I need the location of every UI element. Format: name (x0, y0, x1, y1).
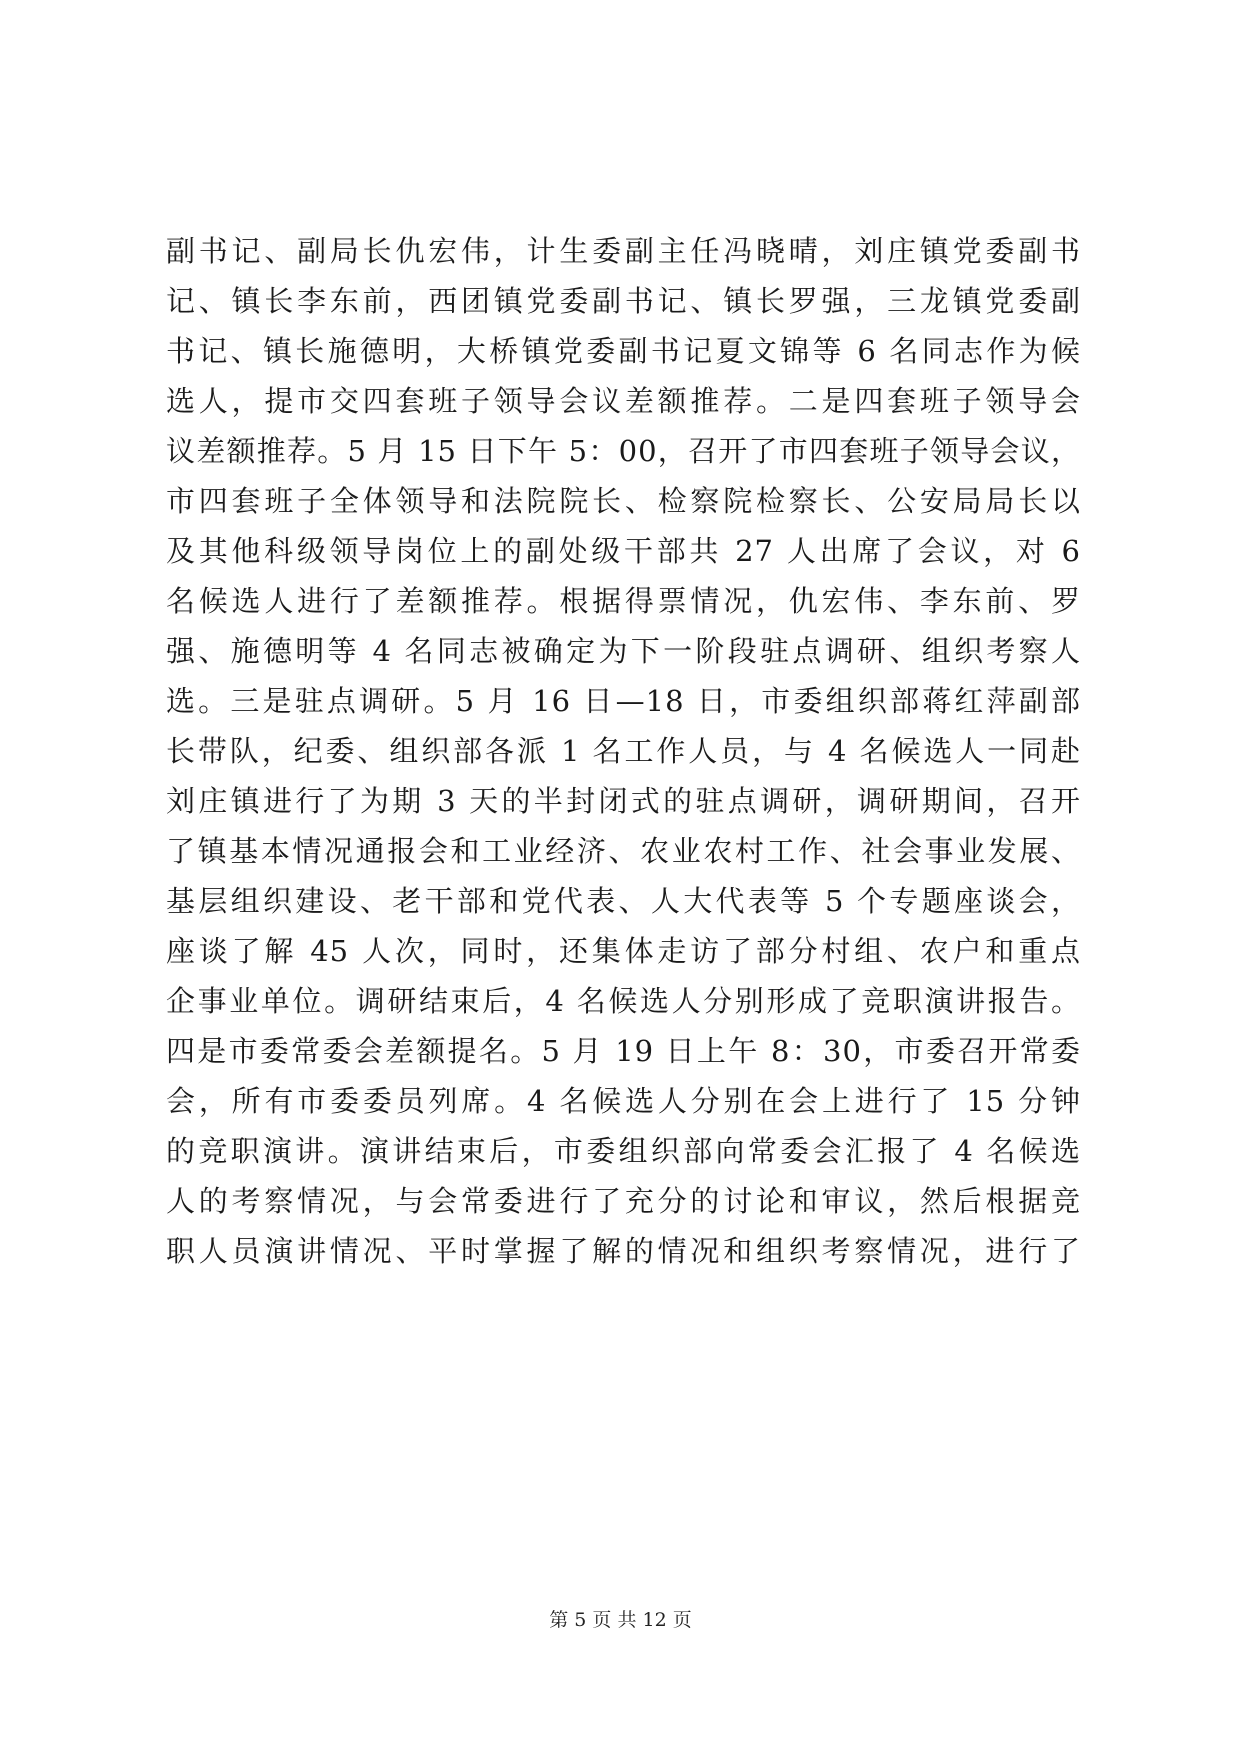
text-line: 记、镇长李东前，西团镇党委副书记、镇长罗强，三龙镇党委副 (166, 284, 1081, 318)
text-line: 座谈了解 45 人次，同时，还集体走访了部分村组、农户和重点 (166, 934, 1081, 968)
text-line: 强、施德明等 4 名同志被确定为下一阶段驻点调研、组织考察人 (166, 634, 1081, 668)
text-line: 副书记、副局长仇宏伟，计生委副主任冯晓晴，刘庄镇党委副书 (166, 234, 1081, 268)
text-line: 选人，提市交四套班子领导会议差额推荐。二是四套班子领导会 (166, 384, 1081, 418)
text-line: 长带队，纪委、组织部各派 1 名工作人员，与 4 名候选人一同赴 (166, 734, 1081, 768)
text-line: 刘庄镇进行了为期 3 天的半封闭式的驻点调研，调研期间，召开 (166, 784, 1081, 818)
text-line: 会，所有市委委员列席。4 名候选人分别在会上进行了 15 分钟 (166, 1084, 1081, 1118)
text-line: 职人员演讲情况、平时掌握了解的情况和组织考察情况，进行了 (166, 1234, 1081, 1268)
text-line: 了镇基本情况通报会和工业经济、农业农村工作、社会事业发展、 (166, 834, 1081, 868)
text-line: 书记、镇长施德明，大桥镇党委副书记夏文锦等 6 名同志作为候 (166, 334, 1081, 368)
text-line: 名候选人进行了差额推荐。根据得票情况，仇宏伟、李东前、罗 (166, 584, 1081, 618)
text-line: 选。三是驻点调研。5 月 16 日—18 日，市委组织部蒋红萍副部 (166, 684, 1081, 718)
text-line: 基层组织建设、老干部和党代表、人大代表等 5 个专题座谈会， (166, 884, 1081, 918)
text-line: 企事业单位。调研结束后，4 名候选人分别形成了竞职演讲报告。 (166, 984, 1081, 1018)
text-line: 及其他科级领导岗位上的副处级干部共 27 人出席了会议，对 6 (166, 534, 1081, 568)
text-line: 议差额推荐。5 月 15 日下午 5：00，召开了市四套班子领导会议， (166, 434, 1081, 468)
text-line: 的竞职演讲。演讲结束后，市委组织部向常委会汇报了 4 名候选 (166, 1134, 1081, 1168)
body-text (166, 226, 1081, 1276)
page-number-footer: 第 5 页 共 12 页 (549, 1609, 692, 1631)
text-line: 市四套班子全体领导和法院院长、检察院检察长、公安局局长以 (166, 484, 1081, 518)
text-line: 四是市委常委会差额提名。5 月 19 日上午 8：30，市委召开常委 (166, 1034, 1081, 1068)
text-line: 人的考察情况，与会常委进行了充分的讨论和审议，然后根据竞 (166, 1184, 1081, 1218)
